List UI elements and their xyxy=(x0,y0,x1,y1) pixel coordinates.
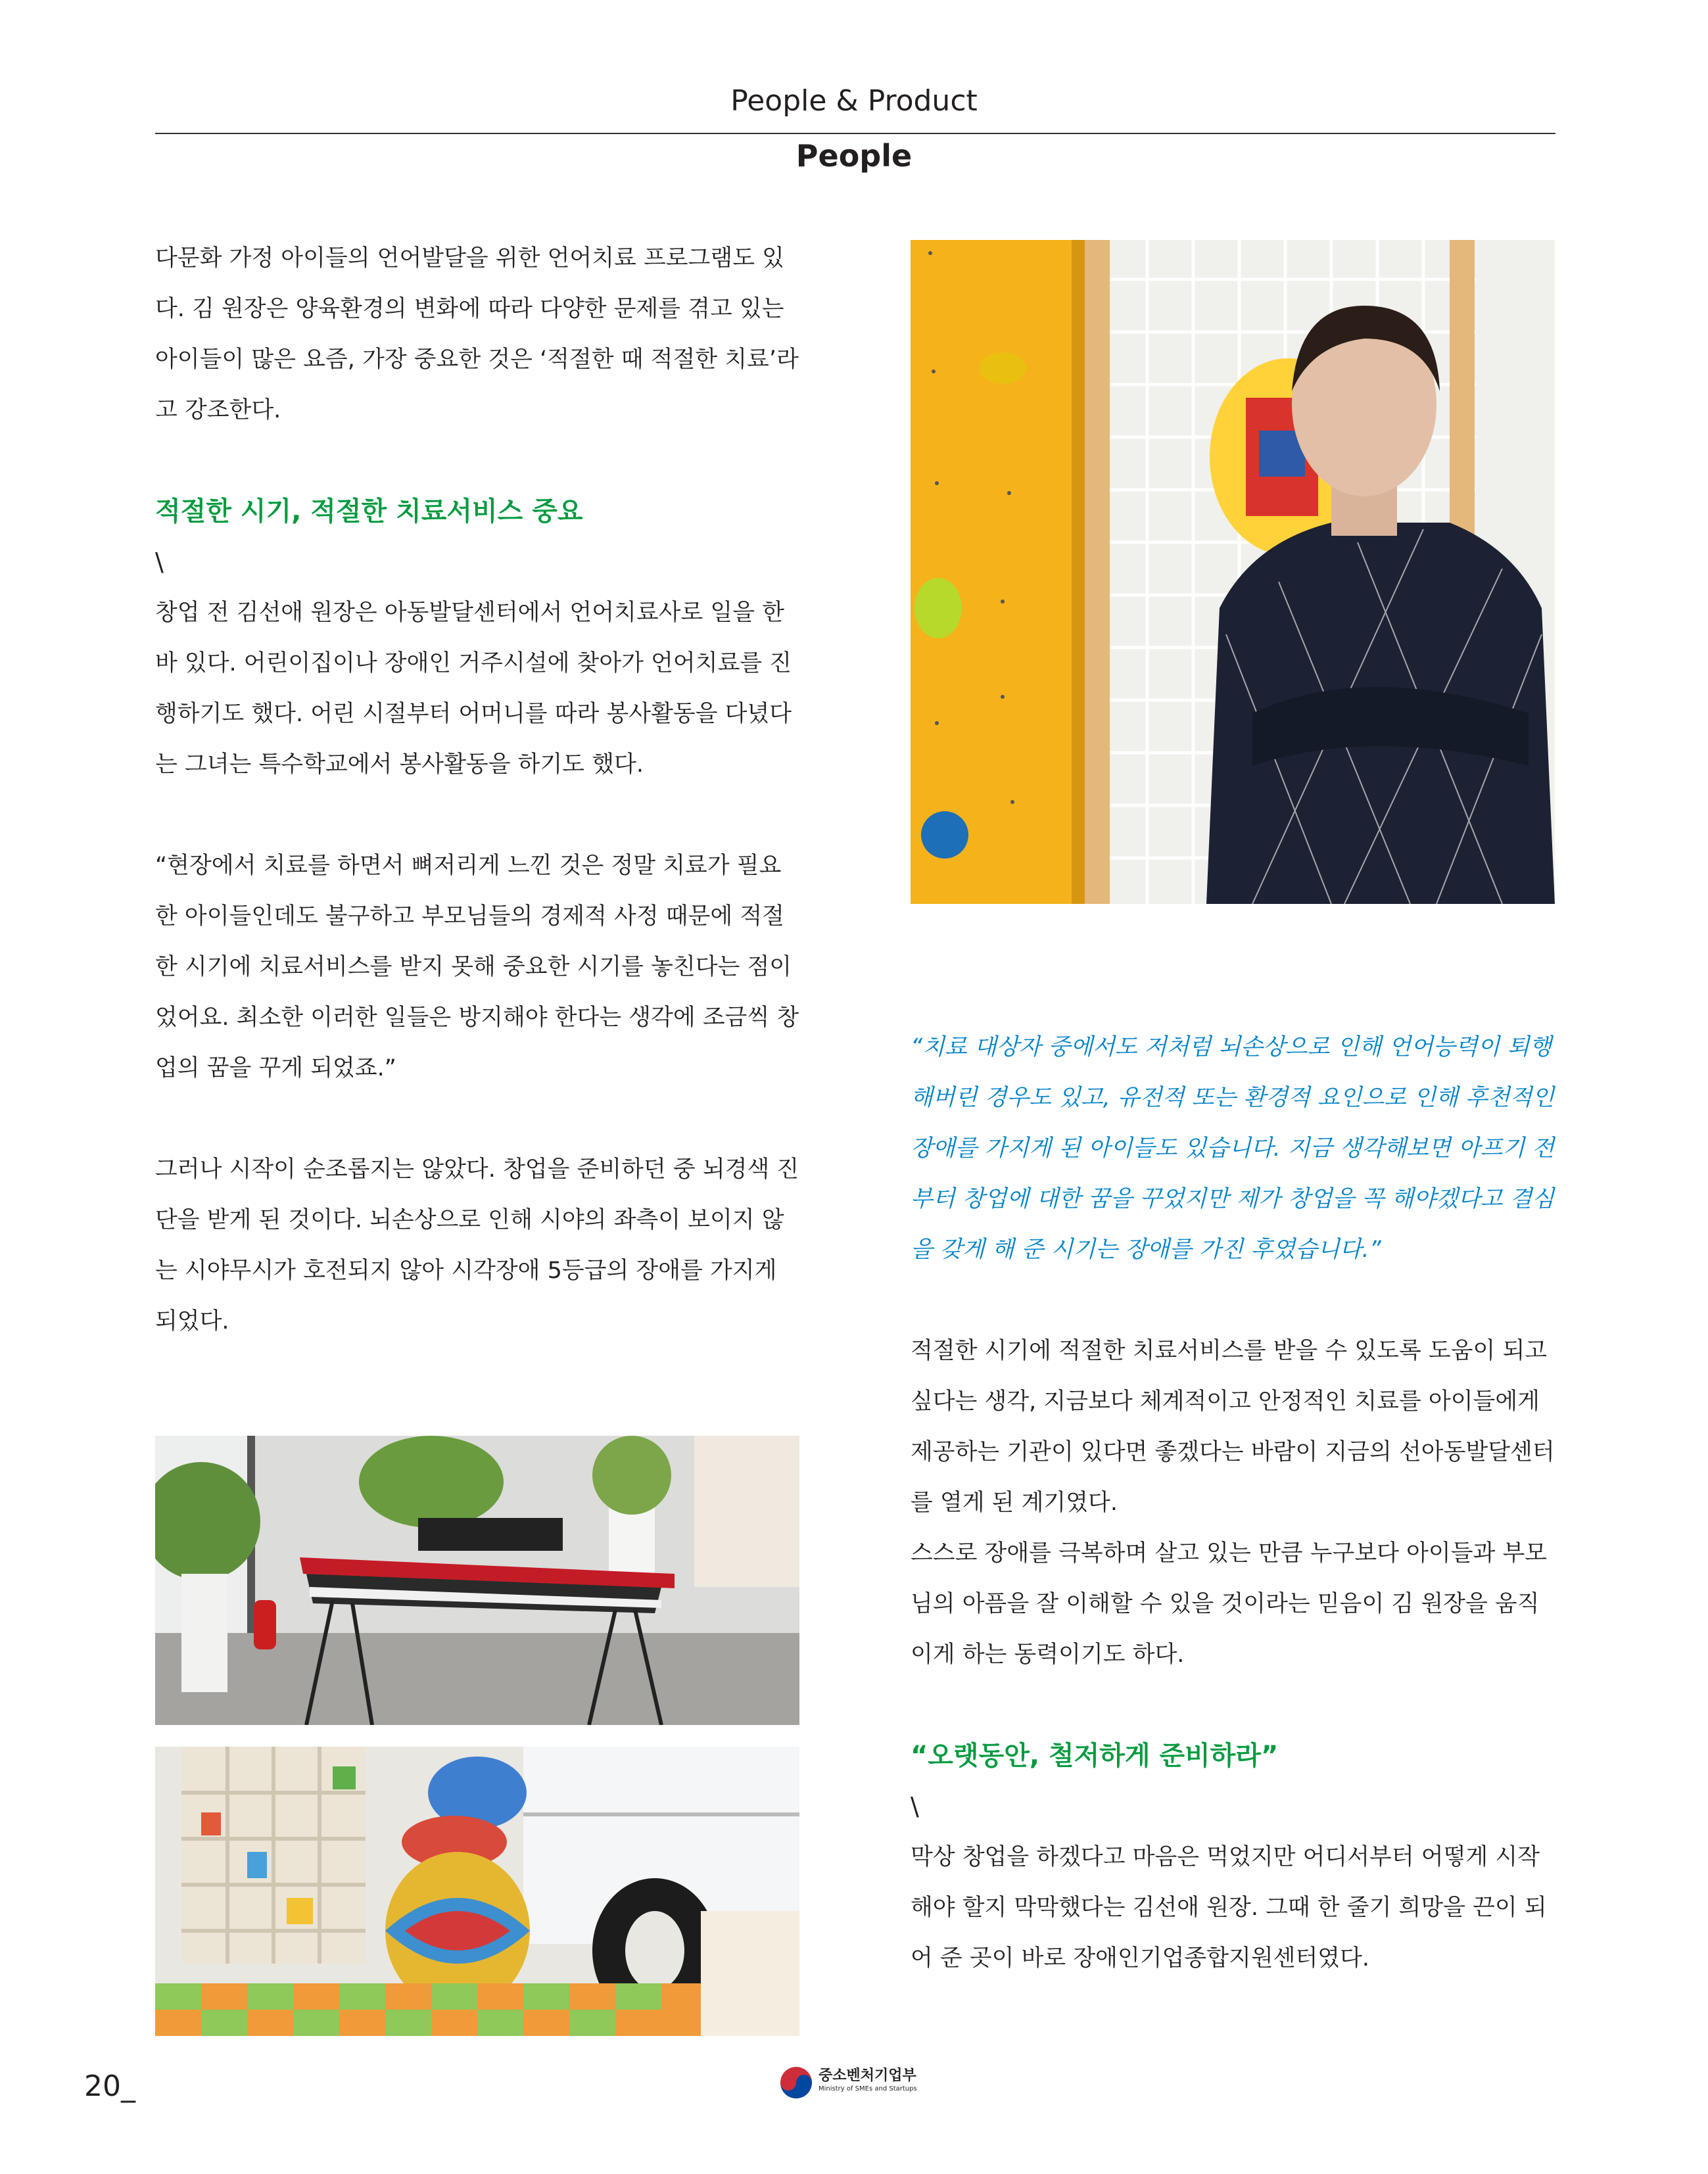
paragraph-4: 적절한 시기에 적절한 치료서비스를 받을 수 있도록 도움이 되고 싶다는 생각, 지금보다 체계적이고 안정적인 치료를 아이들에게 제공하는 기관이 있다면 좋겠다는 바람이 지금의 선아동발달센터를 열게 된 계기였다. xyxy=(911,1338,1555,1516)
ministry-name-en: Ministry of SMEs and Startups xyxy=(818,2085,917,2092)
header-divider xyxy=(155,133,1555,134)
pull-quote: “치료 대상자 중에서도 저처럼 뇌손상으로 인해 언어능력이 퇴행해버린 경우도 있고, 유전적 또는 환경적 요인으로 인해 후천적인 장애를 가지게 된 아이들도 있습니다. 지금 생각해보면 아프기 전부터 창업에 대한 꿈을 꾸었지만 제가 창업을 꼭 해야겠다고 결심을 갖게 해 준 시기는 장애를 가진 후였습니다.” xyxy=(911,1034,1555,1263)
right-column xyxy=(911,1022,1555,1984)
paragraph-5: 스스로 장애를 극복하며 살고 있는 만큼 누구보다 아이들과 부모님의 아픔을 잘 이해할 수 있을 것이라는 믿음이 김 원장을 움직이게 하는 동력이기도 하다. xyxy=(911,1540,1548,1668)
subsection-title: People xyxy=(795,138,913,174)
section-heading-1: 적절한 시기, 적절한 치료서비스 중요 xyxy=(155,496,583,527)
piano-photo xyxy=(155,1436,799,1725)
ministry-name-ko: 중소벤처기업부 xyxy=(818,2068,916,2084)
heading-marker-2: \ xyxy=(911,1792,919,1821)
section-heading-2: “오랫동안, 철저하게 준비하라” xyxy=(911,1741,1279,1771)
paragraph-2: “현장에서 치료를 하면서 뼈저리게 느낀 것은 정말 치료가 필요한 아이들인데도 불구하고 부모님들의 경제적 사정 때문에 적절한 시기에 치료서비스를 받지 못해 중요한 시기를 놓친다는 점이었어요. 최소한 이러한 일들은 방지해야 한다는 생각에 조금씩 창업의 꿈을 꾸게 되었죠.” xyxy=(155,853,799,1081)
page-number: 20_ xyxy=(84,2069,135,2103)
paragraph-3: 그러나 시작이 순조롭지는 않았다. 창업을 준비하던 중 뇌경색 진단을 받게 된 것이다. 뇌손상으로 인해 시야의 좌측이 보이지 않는 시야무시가 호전되지 않아 시각장애 5등급의 장애를 가지게 되었다. xyxy=(155,1156,799,1335)
ministry-logo xyxy=(779,2063,950,2102)
taegeuk-icon xyxy=(779,2066,813,2100)
paragraph-1: 창업 전 김선애 원장은 아동발달센터에서 언어치료사로 일을 한 바 있다. 어린이집이나 장애인 거주시설에 찾아가 언어치료를 진행하기도 했다. 어린 시절부터 어머니를 따라 봉사활동을 다녔다는 그녀는 특수학교에서 봉사활동을 하기도 했다. xyxy=(155,600,792,778)
left-column xyxy=(155,233,799,1347)
intro-paragraph: 다문화 가정 아이들의 언어발달을 위한 언어치료 프로그램도 있다. 김 원장은 양육환경의 변화에 따라 다양한 문제를 겪고 있는 아이들이 많은 요즘, 가장 중요한 것은 ‘적절한 때 적절한 치료’라고 강조한다. xyxy=(155,245,799,423)
heading-marker-1: \ xyxy=(155,548,164,577)
portrait-photo xyxy=(911,240,1555,904)
section-title: People & Product xyxy=(730,84,978,118)
paragraph-6: 막상 창업을 하겠다고 마음은 먹었지만 어디서부터 어떻게 시작해야 할지 막막했다는 김선애 원장. 그때 한 줄기 희망을 끈이 되어 준 곳이 바로 장애인기업종합지원센터였다. xyxy=(911,1844,1547,1972)
playroom-photo xyxy=(155,1747,799,2036)
